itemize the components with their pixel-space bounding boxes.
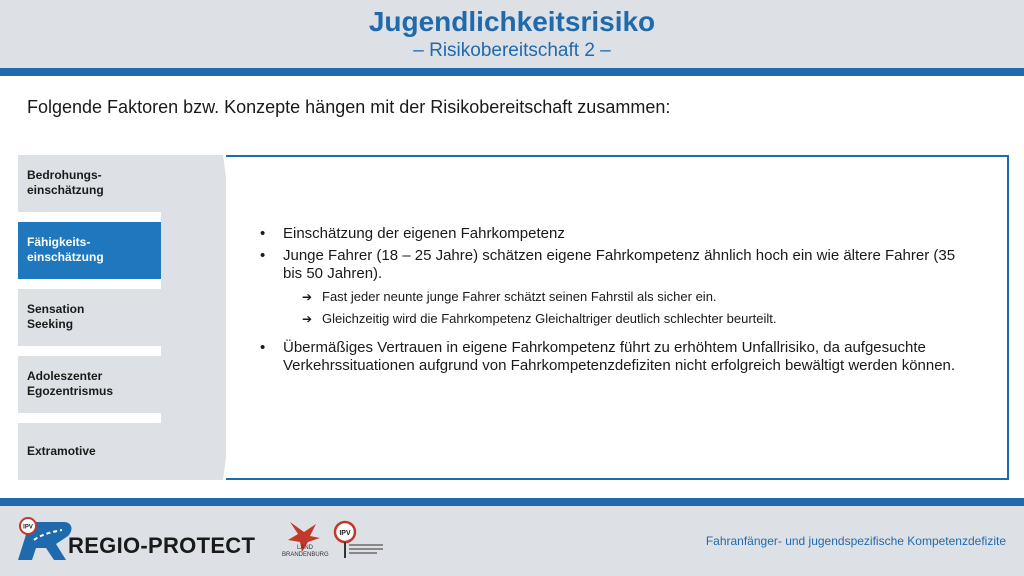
sidebar-item-label: Fähigkeits- [27,235,91,249]
page-subtitle: – Risikobereitschaft 2 – [413,40,611,61]
bullet-text: Übermäßiges Vertrauen in eigene Fahrkompetenz führt zu erhöhtem Unfallrisiko, da aufgesuchte Verkehrssituationen aufgrund von Fahrkompetenzdefiziten nicht erfolgreich bewältigt werden können. [283,339,956,374]
logo-text: REGIO-PROTECT [68,533,256,558]
brandenburg-line1: LAND [296,545,313,551]
sub-list-item [258,311,978,327]
list-item [258,339,978,375]
sidebar-item-label: Extramotive [27,444,96,458]
list-item [258,225,978,243]
sidebar-item-label: einschätzung [27,183,104,197]
sidebar-item-extramotive[interactable] [18,423,161,480]
sidebar-item-label: Egozentrismus [27,384,114,398]
sub-bullet-text: Gleichzeitig wird die Fahrkompetenz Gleichaltriger deutlich schlechter beurteilt. [322,311,777,326]
factor-sidebar [18,155,245,480]
sidebar-item-label: Seeking [27,317,74,331]
footer-divider [0,498,1024,506]
sidebar-item-label: Sensation [27,302,85,316]
arrow-right-icon: ➔ [302,312,313,326]
sub-bullet-text: Fast jeder neunte junge Fahrer schätzt seinen Fahrstil als sicher ein. [322,289,717,304]
sidebar-item-adoleszenter-egozentrismus[interactable] [18,356,161,413]
brandenburg-line2: BRANDENBURG [282,552,329,558]
sidebar-item-label: einschätzung [27,250,104,264]
ipv-badge-text: IPV [339,530,351,537]
sidebar-item-label: Adoleszenter [27,369,103,383]
bullet-icon: • [260,225,266,242]
sidebar-item-bedrohungseinschaetzung[interactable] [18,155,161,212]
list-item [258,247,978,283]
bullet-icon: • [260,339,266,356]
logo-badge-text: IPV [23,524,33,531]
ipv-logo-icon [333,520,389,560]
intro-text: Folgende Faktoren bzw. Konzepte hängen mit der Risikobereitschaft zusammen: [27,97,671,117]
sidebar-item-faehigkeitseinschaetzung[interactable] [18,222,161,279]
sidebar-item-sensation-seeking[interactable] [18,289,161,346]
bullet-text: Einschätzung der eigenen Fahrkompetenz [283,225,565,242]
sidebar-item-label: Bedrohungs- [27,168,102,182]
header-divider [0,68,1024,76]
footer-note: Fahranfänger- und jugendspezifische Kompetenzdefizite [705,534,1006,548]
arrow-right-icon: ➔ [302,290,313,304]
sub-list-item [258,289,978,305]
brandenburg-label [282,545,328,559]
page-title: Jugendlichkeitsrisiko [368,6,656,37]
bullet-icon: • [260,247,266,264]
bullet-text: Junge Fahrer (18 – 25 Jahre) schätzen eigene Fahrkompetenz ähnlich hoch ein wie ältere Fahrer (35 bis 50 Jahren). [283,247,956,282]
bullet-list [258,225,978,379]
